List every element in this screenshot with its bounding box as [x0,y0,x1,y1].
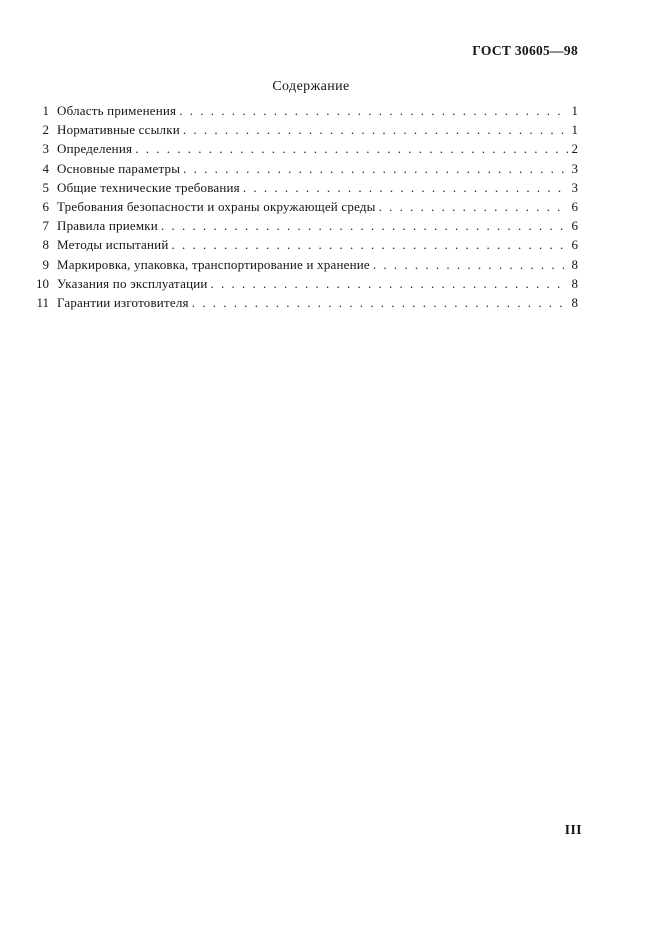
toc-entry-number: 6 [42,198,49,214]
toc-dot-leader [161,218,568,234]
toc-entry-page: 8 [571,275,578,291]
toc-entry [28,237,578,256]
toc-entry [28,103,578,122]
toc-entry-number: 4 [42,160,49,176]
toc-dot-leader [183,122,568,138]
toc-dot-leader [179,103,568,119]
toc-entry-page: 6 [571,237,578,253]
toc-entry-page: 3 [571,160,578,176]
toc-entry [28,257,578,276]
toc-entry-title: Требования безопасности и охраны окружающей среды [57,198,376,214]
toc-dot-leader [373,257,568,273]
toc-entry-title: Нормативные ссылки [57,122,180,138]
toc-entry-title: Правила приемки [57,218,158,234]
toc-entry [28,122,578,141]
toc-entry-page: 1 [571,122,578,138]
toc-dot-leader [243,180,568,196]
toc-entry [28,295,578,314]
toc-entry-page: 8 [571,256,578,272]
toc-entry [28,276,578,295]
toc-entry-number: 1 [42,103,49,118]
toc-dot-leader [135,141,568,157]
toc-entry-page: 8 [571,294,578,310]
toc-entry-number: 8 [42,237,49,253]
toc-entry-title: Основные параметры [57,160,181,176]
toc-list [28,103,578,314]
toc-entry-title: Методы испытаний [57,237,169,253]
toc-entry-title: Определения [57,141,133,157]
toc-dot-leader [211,276,568,292]
footer-page-number: III [564,822,582,837]
toc-entry-title: Область применения [57,103,177,118]
toc-dot-leader [183,161,568,177]
toc-entry-number: 3 [42,141,49,157]
toc-entry-title: Указания по эксплуатации [57,275,208,291]
toc-entry [28,180,578,199]
toc-entry-number: 5 [42,179,49,195]
toc-entry-page: 3 [571,179,578,195]
toc-entry-page: 6 [571,218,578,234]
standard-code-header: ГОСТ 30605—98 [472,43,578,58]
toc-entry-page: 1 [571,103,578,118]
toc-title: Содержание [272,79,350,94]
toc-dot-leader [192,295,568,311]
toc-dot-leader [172,237,569,253]
toc-entry-number: 10 [36,275,49,291]
toc-entry-page: 2 [571,141,578,157]
toc-entry-title: Общие технические требования [57,179,240,195]
toc-entry [28,218,578,237]
toc-entry [28,161,578,180]
toc-dot-leader [379,199,568,215]
toc-entry-number: 11 [36,294,49,310]
toc-entry-page: 6 [571,198,578,214]
toc-entry-title: Маркировка, упаковка, транспортирование и хранение [57,256,370,272]
toc-entry-number: 9 [42,256,49,272]
toc-entry [28,199,578,218]
toc-entry-number: 2 [42,122,49,138]
toc-entry-title: Гарантии изготовителя [57,294,189,310]
toc-entry [28,141,578,160]
toc-entry-number: 7 [42,218,49,234]
